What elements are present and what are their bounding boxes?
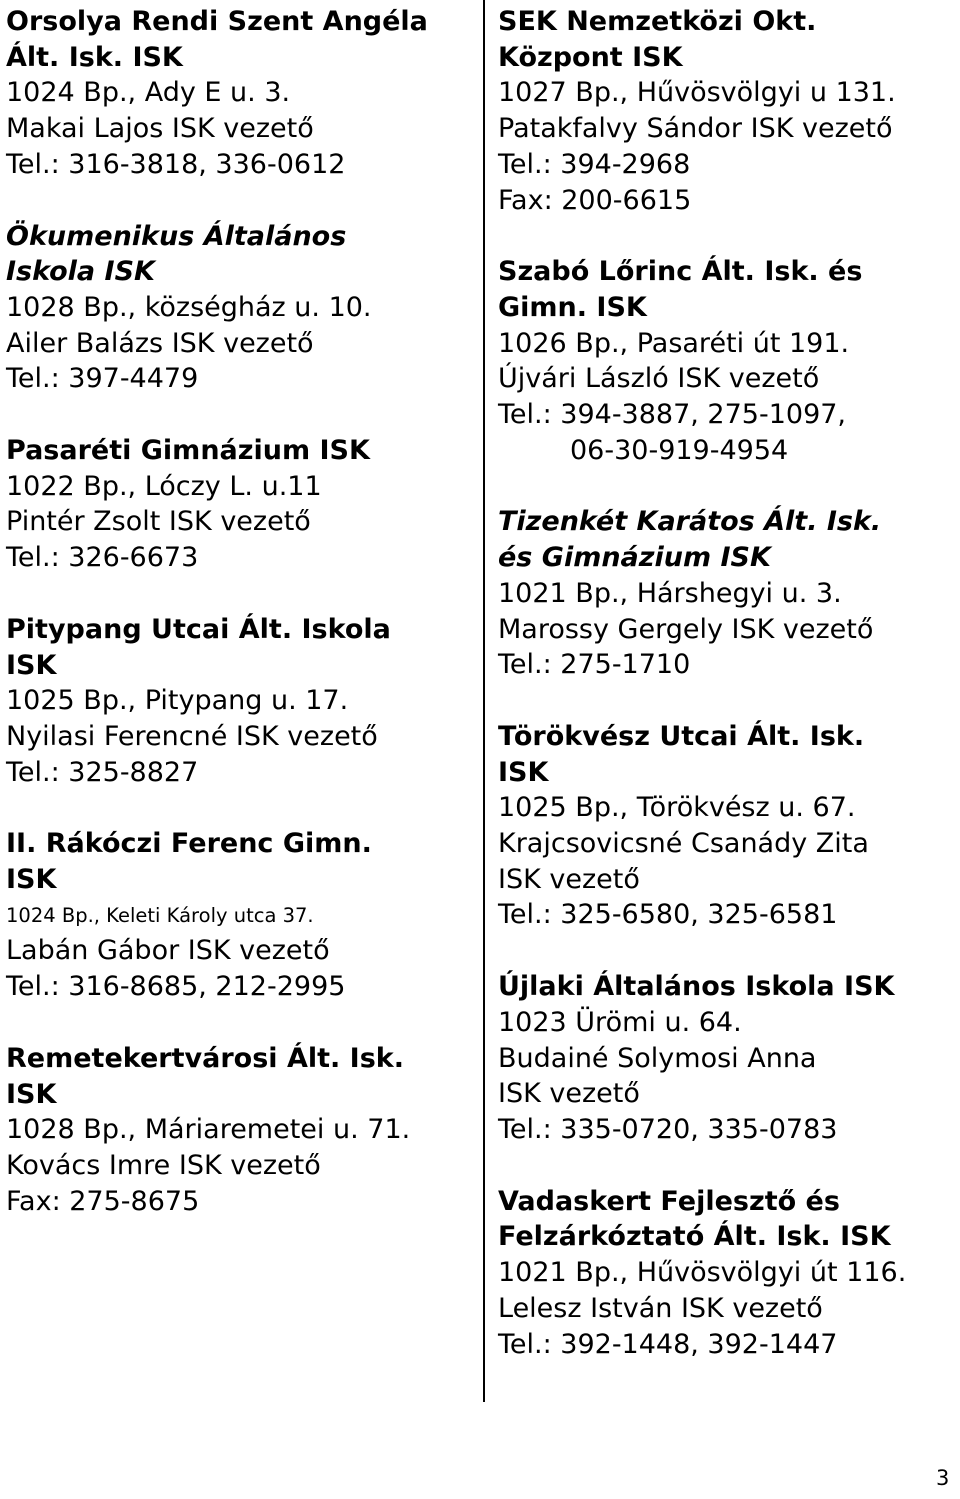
entry-detail: Nyilasi Ferencné ISK vezető [6,720,378,752]
entry-detail: 1023 Ürömi u. 64. [498,1006,742,1038]
school-name: Központ ISK [498,41,683,73]
school-name: Pitypang Utcai Ált. Iskola [6,613,391,645]
school-name: Tizenkét Karátos Ált. Isk. [498,506,882,538]
school-name: II. Rákóczi Ferenc Gimn. [6,828,372,860]
entry-detail: Tel.: 394-2968 [498,148,691,180]
school-name: Újlaki Általános Iskola ISK [498,971,895,1003]
entry-detail: Tel.: 275-1710 [498,649,691,681]
entry-detail: 1024 Bp., Ady E u. 3. [6,77,291,109]
school-name: Törökvész Utcai Ált. Isk. [498,720,865,752]
entry-detail: Tel.: 325-6580, 325-6581 [498,899,838,931]
entry-detail: 1028 Bp., Máriaremetei u. 71. [6,1114,411,1146]
entry-detail: Makai Lajos ISK vezető [6,113,314,145]
entry-detail: 1027 Bp., Hűvösvölgyi u 131. [498,77,896,109]
entry-detail: Tel.: 397-4479 [6,363,199,395]
entry-detail: Tel.: 326-6673 [6,542,199,574]
school-name: Szabó Lőrinc Ált. Isk. és [498,256,863,288]
entry-detail: Kovács Imre ISK vezető [6,1149,321,1181]
school-name: Pasaréti Gimnázium ISK [6,435,370,467]
school-name: ISK [6,649,57,681]
school-name: Remetekertvárosi Ált. Isk. [6,1042,404,1074]
entry-detail: Pintér Zsolt ISK vezető [6,506,311,538]
entry-detail: ISK vezető [498,1078,640,1110]
school-name: ISK [6,1078,57,1110]
school-name: Ökumenikus Általános [6,220,347,252]
entry-detail: Krajcsovicsné Csanády Zita [498,828,869,860]
school-entry [6,1041,472,1220]
school-entry [498,4,954,218]
entry-detail: 1026 Bp., Pasaréti út 191. [498,327,850,359]
entry-detail: Tel.: 316-8685, 212-2995 [6,971,346,1003]
school-entry [6,612,472,791]
entry-detail: Ailer Balázs ISK vezető [6,327,314,359]
entry-detail: Patakfalvy Sándor ISK vezető [498,113,893,145]
school-entry [6,4,472,183]
school-name: ISK [6,864,57,896]
entry-detail: Újvári László ISK vezető [498,363,820,395]
entry-detail: Tel.: 316-3818, 336-0612 [6,148,346,180]
school-entry [498,504,954,683]
entry-detail: 1028 Bp., községház u. 10. [6,291,372,323]
school-name: Iskola ISK [6,256,155,288]
school-name: és Gimnázium ISK [498,542,771,574]
entry-detail: 1022 Bp., Lóczy L. u.11 [6,470,322,502]
entry-detail: Tel.: 392-1448, 392-1447 [498,1328,838,1360]
school-entry [6,219,472,398]
school-name: SEK Nemzetközi Okt. [498,6,817,37]
entry-detail: Tel.: 335-0720, 335-0783 [498,1113,838,1145]
entry-detail: Tel.: 325-8827 [6,756,199,788]
page-number: 3 [936,1466,950,1490]
column-divider [483,0,485,1402]
entry-detail: 1021 Bp., Hűvösvölgyi út 116. [498,1257,907,1289]
entry-detail: 1025 Bp., Törökvész u. 67. [498,792,856,824]
entry-detail: 1025 Bp., Pitypang u. 17. [6,685,349,717]
school-entry [498,1184,954,1363]
entry-detail: Labán Gábor ISK vezető [6,935,330,967]
left-column [6,4,472,1255]
school-entry [498,254,954,468]
entry-detail: Marossy Gergely ISK vezető [498,613,874,645]
school-name: ISK [498,756,549,788]
school-name: Ált. Isk. ISK [6,41,183,73]
school-name: Felzárkóztató Ált. Isk. ISK [498,1221,891,1253]
school-entry [498,719,954,933]
school-name: Vadaskert Fejlesztő és [498,1185,840,1217]
entry-detail: Fax: 200-6615 [498,184,692,216]
entry-detail: Lelesz István ISK vezető [498,1292,823,1324]
school-entry [6,433,472,576]
school-entry [498,969,954,1148]
entry-detail: ISK vezető [498,863,640,895]
entry-detail: Tel.: 394-3887, 275-1097, [498,399,847,431]
entry-detail: 1021 Bp., Hárshegyi u. 3. [498,577,842,609]
entry-detail: Fax: 275-8675 [6,1185,200,1217]
entry-detail: Budainé Solymosi Anna [498,1042,817,1074]
entry-detail: 06-30-919-4954 [570,434,789,466]
entry-detail: 1024 Bp., Keleti Károly utca 37. [6,903,314,927]
school-name: Orsolya Rendi Szent Angéla [6,6,428,37]
school-name: Gimn. ISK [498,291,647,323]
school-entry [6,826,472,1005]
right-column [498,4,954,1398]
